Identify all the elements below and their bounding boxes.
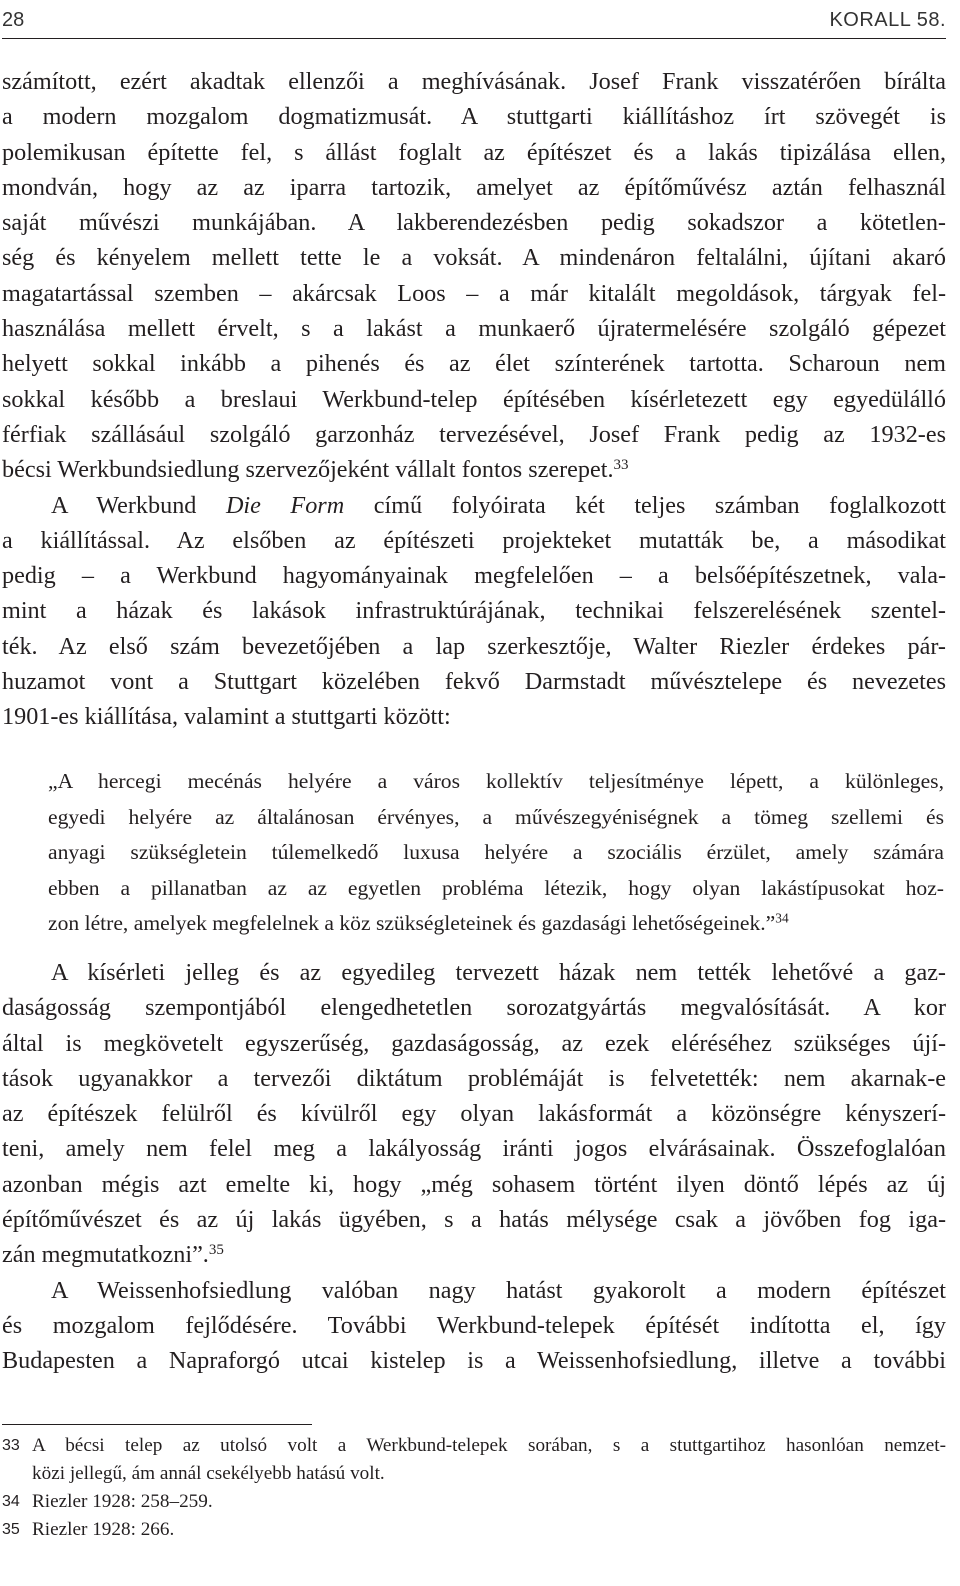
text-line: 1901-es kiállítása, valamint a stuttgarti között: <box>2 703 451 731</box>
text-line: helyett sokkal inkább a pihenés és az élet színterének tartotta. Scharoun nem <box>2 350 946 378</box>
block-quote <box>48 764 944 942</box>
footnote-number: 35 <box>2 1521 20 1538</box>
footnotes <box>2 1432 946 1544</box>
text-line: A Weissenhofsiedlung valóban nagy hatást gyakorolt a modern építészet <box>51 1276 946 1304</box>
italic-title: Die Form <box>225 491 345 519</box>
footnote-33 <box>2 1432 946 1488</box>
text-line <box>2 452 946 487</box>
footnote-ref-34[interactable]: 34 <box>775 910 789 926</box>
text-line: az építészek felülről és kívülről egy olyan lakásformát a közönségre kényszerí- <box>2 1100 946 1128</box>
footnote-ref-33[interactable]: 33 <box>613 457 629 474</box>
text-span: című folyóirata két teljes számban foglalkozott <box>344 491 946 519</box>
footnote-ref-35[interactable]: 35 <box>208 1242 224 1259</box>
text-line: pedig – a Werkbund hagyományainak megfelelően – a belsőépítészetnek, vala- <box>2 562 946 590</box>
text-line: sokkal később a breslaui Werkbund-telep építésében kísérletezett egy egyedülálló <box>2 385 946 413</box>
text-line: a modern mozgalom dogmatizmusát. A stuttgarti kiállításhoz írt szövegét is <box>2 103 946 131</box>
paragraph-3 <box>2 955 946 1379</box>
text-span: zon létre, amelyek megfelelnek a köz szükségleteinek és gazdasági lehetőségeinek.” <box>48 911 776 935</box>
footnote-line: A bécsi telep az utolsó volt a Werkbund-telepek sorában, s a stuttgartihoz hasonlóan nemzet- <box>32 1435 946 1456</box>
running-header <box>2 8 946 39</box>
quote-line: anyagi szükségletein túlemelkedő luxusa helyére a szociális érzület, amely számára <box>48 840 944 864</box>
text-line: ték. Az első szám bevezetőjében a lap szerkesztője, Walter Riezler érdekes pár- <box>2 632 946 660</box>
footnote-line: Riezler 1928: 258–259. <box>32 1491 213 1512</box>
text-line: daságosság szempontjából elengedhetetlen sorozatgyártás megvalósítását. A kor <box>2 994 946 1022</box>
text-line: mondván, hogy az az iparra tartozik, amelyet az építőművész aztán felhasznál <box>2 173 946 201</box>
text-line <box>2 1237 946 1272</box>
text-line: használása mellett érvelt, s a lakást a munkaerő újratermelésére szolgáló gépezet <box>2 315 946 343</box>
footnote-number: 34 <box>2 1493 20 1510</box>
quote-line: egyedi helyére az általánosan érvényes, a művészegyéniségnek a tömeg szellemi és <box>48 804 944 829</box>
text-line: ség és kényelem mellett tette le a voksát. A mindenáron feltalálni, újítani akaró <box>2 244 946 272</box>
text-line: azonban mégis azt emelte ki, hogy „még sohasem történt ilyen döntő lépés az új <box>2 1170 946 1198</box>
footnote-divider <box>2 1424 312 1425</box>
quote-line: „A hercegi mecénás helyére a város kollektív teljesítménye lépett, a különleges, <box>48 769 944 793</box>
text-line: Budapesten a Napraforgó utcai kistelep is a Weissenhofsiedlung, illetve a további <box>2 1347 946 1375</box>
text-line: és mozgalom fejlődésére. További Werkbund-telepek építését indította el, így <box>2 1311 946 1339</box>
text-line: saját művészi munkájában. A lakberendezésben pedig sokadszor a kötetlen- <box>2 209 946 237</box>
text-line: férfiak szállásául szolgáló garzonház tervezésével, Josef Frank pedig az 1932-es <box>2 420 946 448</box>
footnote-line: közi jellegű, ám annál csekélyebb hatású volt. <box>32 1463 385 1484</box>
text-span: bécsi Werkbundsiedlung szervezőjeként vállalt fontos szerepet. <box>2 456 614 484</box>
text-line: mint a házak és lakások infrastruktúrájának, technikai felszerelésének szentel- <box>2 597 946 625</box>
text-line: magatartással szemben – akárcsak Loos – a már kitalált megoldások, tárgyak fel- <box>2 279 946 307</box>
page-number: 28 <box>2 9 25 31</box>
footnote-line: Riezler 1928: 266. <box>32 1519 175 1540</box>
text-line: által is megkövetelt egyszerűség, gazdaságosság, az ezek eléréséhez szükséges újí- <box>2 1029 946 1057</box>
text-span: A Werkbund <box>51 491 226 519</box>
text-line: számított, ezért akadtak ellenzői a meghívásának. Josef Frank visszatérően bírálta <box>2 68 946 95</box>
quote-line <box>48 906 944 942</box>
text-line: építőművészet és az új lakás ügyében, s a hatás mélysége csak a jövőben fog iga- <box>2 1206 946 1234</box>
text-span: zán megmutatkozni”. <box>2 1241 209 1269</box>
footnote-35 <box>2 1516 946 1544</box>
text-line: polemikusan építette fel, s állást foglalt az építészet és a lakás tipizálása ellen, <box>2 138 946 166</box>
footnote-number: 33 <box>2 1437 20 1454</box>
text-line <box>2 488 946 523</box>
quote-line: ebben a pillanatban az az egyetlen probléma létezik, hogy olyan lakástípusokat hoz- <box>48 875 944 900</box>
footnote-34 <box>2 1488 946 1516</box>
journal-title: KORALL 58. <box>829 9 946 31</box>
text-line: A kísérleti jelleg és az egyedileg tervezett házak nem tették lehetővé a gaz- <box>51 959 946 986</box>
text-line: teni, amely nem felel meg a lakályosság iránti jogos elvárásainak. Összefoglalóan <box>2 1135 946 1163</box>
text-line: a kiállítással. Az elsőben az építészeti projekteket mutatták be, a másodikat <box>2 526 946 554</box>
text-line: huzamot vont a Stuttgart közelében fekvő Darmstadt művésztelepe és nevezetes <box>2 668 946 696</box>
text-line: tások ugyanakkor a tervezői diktátum problémáját is felvetették: nem akarnak-e <box>2 1064 946 1092</box>
paragraph-1 <box>2 64 946 735</box>
